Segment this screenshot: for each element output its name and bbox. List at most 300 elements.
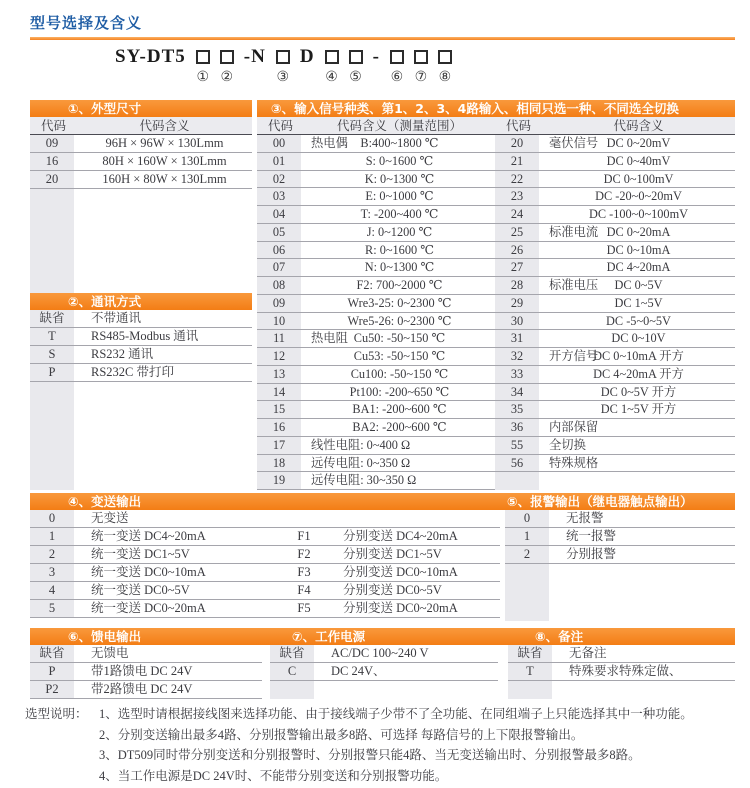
table-row bbox=[30, 528, 500, 546]
section3-column-headers bbox=[257, 117, 735, 135]
meaning-cell bbox=[542, 401, 735, 418]
table-row bbox=[257, 224, 495, 242]
section1-column-headers bbox=[30, 117, 252, 135]
model-segment bbox=[115, 45, 186, 87]
signal-category: 标准电流 bbox=[549, 224, 599, 239]
table-row bbox=[505, 510, 735, 528]
table-row bbox=[30, 663, 262, 681]
section3-body bbox=[257, 135, 735, 490]
meaning-cell bbox=[542, 437, 735, 454]
note-item: 2、分别变送输出最多4路、分别报警输出最多8路、可选择 每路信号的上下限报警输出。 bbox=[99, 727, 584, 742]
table-row bbox=[257, 366, 495, 384]
table-row bbox=[30, 681, 262, 699]
meaning-cell: RS485-Modbus 通讯 bbox=[91, 329, 199, 343]
signal-range: Wre3-25: 0~2300 ℃ bbox=[347, 295, 452, 310]
model-segment bbox=[196, 45, 210, 87]
meaning-cell: 特殊要求特殊定做、 bbox=[569, 664, 682, 678]
section3-left-half bbox=[257, 135, 495, 490]
signal-range: DC 0~20mA bbox=[606, 224, 671, 239]
meaning-cell bbox=[542, 384, 735, 401]
table-row bbox=[508, 663, 735, 681]
section8-title: ⑧、备注 bbox=[535, 629, 584, 644]
table-row bbox=[30, 364, 252, 382]
model-segment-glyph bbox=[414, 50, 428, 64]
table-row bbox=[257, 171, 495, 189]
meaning-cell: AC/DC 100~240 V bbox=[331, 646, 429, 660]
col-header-meaning-range: 代码含义（测量范围） bbox=[336, 119, 462, 133]
code-cell: 24 bbox=[495, 206, 539, 223]
table-row bbox=[495, 224, 735, 242]
signal-range: Pt100: -200~650 ℃ bbox=[349, 384, 450, 399]
code-cell: 19 bbox=[257, 472, 301, 489]
signal-range: DC -100~0~100mV bbox=[588, 207, 689, 221]
table-row bbox=[505, 528, 735, 546]
code-cell: 1 bbox=[505, 528, 549, 545]
meaning-cell: 96H × 96W × 130Lmm bbox=[105, 136, 224, 150]
meaning-cell: 统一报警 bbox=[566, 529, 617, 543]
table-row bbox=[257, 259, 495, 277]
model-segment-glyph bbox=[390, 50, 404, 64]
model-segment bbox=[390, 45, 404, 87]
model-segment-glyph: - bbox=[372, 46, 380, 67]
table-row bbox=[257, 384, 495, 402]
meaning-cell bbox=[304, 135, 495, 152]
table-row bbox=[30, 171, 252, 189]
signal-range: E: 0~1000 ℃ bbox=[365, 189, 434, 204]
selection-notes bbox=[25, 704, 743, 786]
section3-right-filler bbox=[495, 472, 735, 490]
signal-category: 远传电阻: 0~350 Ω bbox=[311, 455, 411, 470]
page-title: 型号选择及含义 bbox=[30, 14, 143, 32]
signal-range: DC 0~100mV bbox=[603, 171, 674, 186]
signal-range: J: 0~1200 ℃ bbox=[366, 224, 433, 239]
meaning-cell: 带2路馈电 DC 24V bbox=[91, 682, 193, 696]
table-row bbox=[257, 242, 495, 260]
code-cell: 0 bbox=[505, 510, 549, 527]
model-segment-glyph: SY-DT5 bbox=[115, 46, 186, 67]
signal-range: DC 0~10mA bbox=[606, 242, 671, 257]
section6-7-8-header bbox=[30, 628, 735, 645]
meaning-cell bbox=[304, 472, 495, 489]
signal-range: DC 0~10mA 开方 bbox=[593, 349, 684, 363]
table-row bbox=[257, 188, 495, 206]
model-segment-glyph bbox=[349, 50, 363, 64]
meaning-cell bbox=[304, 348, 495, 365]
section6-title: ⑥、馈电输出 bbox=[68, 629, 142, 644]
signal-category: 热电偶 bbox=[311, 136, 348, 150]
meaning-cell bbox=[542, 242, 735, 259]
table-row bbox=[257, 348, 495, 366]
model-position-number: ① bbox=[196, 70, 210, 85]
meaning-cell: 统一变送 DC4~20mA bbox=[91, 529, 206, 543]
meaning-cell bbox=[542, 277, 735, 294]
code-cell: 20 bbox=[30, 171, 74, 188]
section2-header: ②、通讯方式 bbox=[30, 293, 252, 310]
meaning-cell: 统一变送 DC0~20mA bbox=[91, 601, 206, 615]
note-item: 3、DT509同时带分别变送和分别报警时、分别报警只能4路、当无变送输出时、分别报警最多8路。 bbox=[99, 748, 641, 762]
code-cell: 10 bbox=[257, 313, 301, 330]
table-row bbox=[257, 330, 495, 348]
code-cell: T bbox=[508, 663, 552, 680]
table-row bbox=[495, 401, 735, 419]
table-row bbox=[270, 663, 498, 681]
table-row bbox=[30, 510, 500, 528]
fmeaning-cell: 分别变送 DC4~20mA bbox=[343, 529, 458, 543]
signal-range: DC 0~20mV bbox=[606, 136, 671, 150]
table-row bbox=[257, 206, 495, 224]
model-segment-glyph bbox=[196, 50, 210, 64]
fcode-cell: F5 bbox=[282, 600, 326, 617]
meaning-cell bbox=[542, 348, 735, 365]
code-cell: 16 bbox=[30, 153, 74, 170]
meaning-cell bbox=[304, 259, 495, 276]
table-row bbox=[257, 153, 495, 171]
model-segment bbox=[300, 45, 315, 87]
code-cell: 36 bbox=[495, 419, 539, 436]
table-row bbox=[495, 419, 735, 437]
meaning-cell bbox=[304, 330, 495, 347]
code-cell: 06 bbox=[257, 242, 301, 259]
code-cell: 4 bbox=[30, 582, 74, 599]
table-row bbox=[30, 346, 252, 364]
table-row bbox=[495, 171, 735, 189]
signal-range: Cu100: -50~150 ℃ bbox=[350, 366, 449, 381]
signal-category: 开方信号 bbox=[549, 349, 599, 363]
code-cell: 31 bbox=[495, 330, 539, 347]
title-divider bbox=[30, 37, 735, 40]
signal-range: DC 0~5V 开方 bbox=[600, 384, 677, 399]
table-row bbox=[495, 330, 735, 348]
table-row bbox=[495, 437, 735, 455]
code-cell: 3 bbox=[30, 564, 74, 581]
code-cell: 1 bbox=[30, 528, 74, 545]
section-transmit-and-alarm bbox=[30, 493, 735, 628]
section5-rows bbox=[505, 510, 735, 564]
table-row bbox=[257, 295, 495, 313]
code-cell: 33 bbox=[495, 366, 539, 383]
model-segment-glyph: -N bbox=[243, 46, 266, 67]
meaning-cell bbox=[542, 135, 735, 152]
section2-filler bbox=[30, 382, 252, 490]
meaning-cell bbox=[542, 171, 735, 188]
table-row bbox=[257, 313, 495, 331]
meaning-cell bbox=[542, 419, 735, 436]
section7-title: ⑦、工作电源 bbox=[292, 629, 366, 644]
section8-rows bbox=[508, 645, 735, 681]
table-row bbox=[495, 313, 735, 331]
col-header-code: 代码 bbox=[505, 119, 531, 133]
model-segment-glyph bbox=[438, 50, 452, 64]
section1-header: ①、外型尺寸 bbox=[30, 100, 252, 117]
meaning-cell bbox=[304, 401, 495, 418]
model-segment-glyph bbox=[220, 50, 234, 64]
section1-rows bbox=[30, 135, 252, 189]
meaning-cell bbox=[542, 366, 735, 383]
code-cell: P bbox=[30, 663, 74, 680]
fcode-cell: F3 bbox=[282, 564, 326, 581]
model-segment bbox=[414, 45, 428, 87]
code-cell: 20 bbox=[495, 135, 539, 152]
meaning-cell bbox=[542, 330, 735, 347]
table-row bbox=[495, 206, 735, 224]
model-position-number: ⑤ bbox=[349, 70, 362, 85]
meaning-cell bbox=[304, 188, 495, 205]
note-item: 4、当工作电源是DC 24V时、不能带分别变送和分别报警功能。 bbox=[99, 768, 448, 783]
table-row bbox=[30, 328, 252, 346]
model-segment-glyph bbox=[276, 50, 290, 64]
signal-range: DC 4~20mA 开方 bbox=[593, 366, 684, 381]
code-cell: 5 bbox=[30, 600, 74, 617]
meaning-cell bbox=[304, 206, 495, 223]
meaning-cell: 不带通讯 bbox=[91, 311, 142, 325]
signal-range: DC 1~5V 开方 bbox=[600, 402, 677, 417]
meaning-cell bbox=[542, 455, 735, 472]
section6-rows bbox=[30, 645, 262, 699]
meaning-cell bbox=[304, 277, 495, 294]
code-cell: 16 bbox=[257, 419, 301, 436]
code-cell: 26 bbox=[495, 242, 539, 259]
signal-range: DC 4~20mA bbox=[606, 260, 671, 275]
signal-category: 标准电压 bbox=[549, 278, 599, 292]
code-cell: 32 bbox=[495, 348, 539, 365]
table-row bbox=[495, 153, 735, 171]
table-row bbox=[257, 277, 495, 295]
signal-category: 远传电阻: 30~350 Ω bbox=[311, 473, 417, 488]
table-row bbox=[30, 564, 500, 582]
model-code-diagram bbox=[110, 45, 457, 87]
model-segment bbox=[349, 45, 363, 87]
meaning-cell bbox=[542, 295, 735, 312]
signal-range: DC 0~10V bbox=[611, 331, 666, 346]
signal-range: Wre5-26: 0~2300 ℃ bbox=[347, 313, 452, 328]
section8-filler bbox=[508, 681, 735, 699]
table-row bbox=[495, 135, 735, 153]
model-segment-glyph bbox=[325, 50, 339, 64]
section7-rows bbox=[270, 645, 498, 681]
code-cell: 09 bbox=[30, 135, 74, 152]
table-row bbox=[257, 135, 495, 153]
code-cell: 18 bbox=[257, 455, 301, 472]
fmeaning-cell: 分别变送 DC0~20mA bbox=[343, 601, 458, 615]
fmeaning-cell bbox=[329, 510, 500, 527]
table-row bbox=[257, 401, 495, 419]
meaning-cell: 带1路馈电 DC 24V bbox=[91, 664, 193, 678]
code-cell: 27 bbox=[495, 259, 539, 276]
meaning-cell bbox=[542, 224, 735, 241]
section-power-and-remarks bbox=[30, 628, 735, 700]
table-row bbox=[30, 135, 252, 153]
meaning-cell: 无备注 bbox=[569, 646, 607, 660]
signal-range: DC 1~5V bbox=[614, 295, 663, 310]
section4-5-header bbox=[30, 493, 735, 510]
table-row bbox=[495, 188, 735, 206]
section5-table bbox=[505, 510, 735, 621]
code-cell: 35 bbox=[495, 401, 539, 418]
signal-category: 热电阻 bbox=[311, 331, 348, 346]
code-cell: 15 bbox=[257, 401, 301, 418]
code-cell: 13 bbox=[257, 366, 301, 383]
section4-rows bbox=[30, 510, 500, 618]
table-row bbox=[257, 455, 495, 473]
section5-title: ⑤、报警输出（继电器触点输出） bbox=[507, 494, 693, 509]
meaning-cell: 无报警 bbox=[566, 511, 604, 525]
code-cell: 05 bbox=[257, 224, 301, 241]
signal-range: F2: 700~2000 ℃ bbox=[356, 278, 443, 292]
signal-range: DC -20~0~20mV bbox=[595, 189, 682, 204]
code-cell: 22 bbox=[495, 171, 539, 188]
col-header-code: 代码 bbox=[267, 119, 293, 133]
table-row bbox=[495, 384, 735, 402]
meaning-cell bbox=[304, 455, 495, 472]
meaning-cell: 统一变送 DC1~5V bbox=[91, 547, 190, 561]
code-cell: 2 bbox=[30, 546, 74, 563]
meaning-cell: 统一变送 DC0~10mA bbox=[91, 565, 206, 579]
table-row bbox=[495, 348, 735, 366]
signal-category: 特殊规格 bbox=[549, 455, 599, 470]
code-cell: 11 bbox=[257, 330, 301, 347]
table-row bbox=[30, 153, 252, 171]
meaning-cell bbox=[304, 437, 495, 454]
signal-range: Cu53: -50~150 ℃ bbox=[353, 349, 446, 363]
fcode-cell: F1 bbox=[282, 528, 326, 545]
model-position-number: ⑦ bbox=[414, 70, 428, 85]
code-cell: 21 bbox=[495, 153, 539, 170]
table-row bbox=[270, 645, 498, 663]
fcode-cell bbox=[282, 510, 326, 527]
code-cell: 23 bbox=[495, 188, 539, 205]
code-cell: 0 bbox=[30, 510, 74, 527]
code-cell: 03 bbox=[257, 188, 301, 205]
table-row bbox=[495, 455, 735, 473]
signal-category: 毫伏信号 bbox=[549, 136, 599, 150]
col-header-meaning: 代码含义 bbox=[139, 119, 190, 133]
model-position-number: ③ bbox=[276, 70, 290, 85]
code-cell: 56 bbox=[495, 455, 539, 472]
signal-range: DC -5~0~5V bbox=[606, 313, 671, 328]
signal-category: 全切换 bbox=[549, 437, 586, 452]
table-row bbox=[505, 546, 735, 564]
meaning-cell: 无变送 bbox=[91, 511, 129, 525]
table-row bbox=[257, 472, 495, 490]
meaning-cell bbox=[304, 153, 495, 170]
signal-range: Cu50: -50~150 ℃ bbox=[353, 331, 446, 346]
code-cell: 02 bbox=[257, 171, 301, 188]
table-row bbox=[30, 546, 500, 564]
code-cell: 09 bbox=[257, 295, 301, 312]
code-cell: 缺省 bbox=[270, 645, 314, 662]
signal-range: DC 0~5V bbox=[614, 278, 663, 292]
section3-right-half bbox=[495, 135, 735, 490]
meaning-cell: RS232C 带打印 bbox=[91, 365, 175, 379]
signal-range: DC 0~40mV bbox=[606, 153, 671, 168]
code-cell: 2 bbox=[505, 546, 549, 563]
code-cell: P bbox=[30, 364, 74, 381]
model-segment bbox=[244, 45, 266, 87]
code-cell: 29 bbox=[495, 295, 539, 312]
code-cell: P2 bbox=[30, 681, 74, 698]
model-segment bbox=[373, 45, 380, 87]
signal-range: N: 0~1300 ℃ bbox=[364, 260, 435, 275]
meaning-cell bbox=[304, 313, 495, 330]
code-cell: 25 bbox=[495, 224, 539, 241]
table-row bbox=[30, 645, 262, 663]
meaning-cell bbox=[304, 366, 495, 383]
signal-range: T: -200~400 ℃ bbox=[360, 207, 439, 221]
meaning-cell: DC 24V、 bbox=[331, 664, 386, 678]
code-cell: 01 bbox=[257, 153, 301, 170]
signal-range: BA2: -200~600 ℃ bbox=[352, 420, 447, 434]
code-cell: S bbox=[30, 346, 74, 363]
table-row bbox=[30, 582, 500, 600]
signal-range: R: 0~1600 ℃ bbox=[365, 242, 434, 257]
section4-title: ④、变送输出 bbox=[68, 494, 142, 509]
table-row bbox=[495, 259, 735, 277]
section7-filler bbox=[270, 681, 498, 699]
table-row bbox=[257, 437, 495, 455]
meaning-cell bbox=[304, 224, 495, 241]
meaning-cell bbox=[304, 242, 495, 259]
section3-right-rows bbox=[495, 135, 735, 472]
code-cell: 12 bbox=[257, 348, 301, 365]
table-row bbox=[495, 366, 735, 384]
table-row bbox=[508, 645, 735, 663]
model-segment bbox=[325, 45, 339, 87]
code-cell: 28 bbox=[495, 277, 539, 294]
fmeaning-cell: 分别变送 DC0~10mA bbox=[343, 565, 458, 579]
note-item: 1、选型时请根据接线图来选择功能、由于接线端子少带不了全功能、在同组端子上只能选择其中一种功能。 bbox=[99, 707, 693, 721]
notes-label: 选型说明： bbox=[25, 707, 88, 721]
code-cell: 00 bbox=[257, 135, 301, 152]
code-cell: 缺省 bbox=[508, 645, 552, 662]
table-row bbox=[257, 419, 495, 437]
meaning-cell bbox=[542, 313, 735, 330]
meaning-cell bbox=[304, 171, 495, 188]
fmeaning-cell: 分别变送 DC0~5V bbox=[343, 583, 442, 597]
model-position-number: ⑧ bbox=[438, 70, 452, 85]
section5-filler bbox=[505, 564, 735, 621]
table-row bbox=[30, 310, 252, 328]
code-cell: 08 bbox=[257, 277, 301, 294]
model-segment bbox=[438, 45, 452, 87]
code-cell: 07 bbox=[257, 259, 301, 276]
code-cell: 缺省 bbox=[30, 310, 74, 327]
signal-range: BA1: -200~600 ℃ bbox=[352, 402, 447, 417]
signal-range: B:400~1800 ℃ bbox=[360, 136, 439, 150]
code-cell: 17 bbox=[257, 437, 301, 454]
meaning-cell: 160H × 80W × 130Lmm bbox=[102, 172, 227, 186]
section8-table bbox=[508, 645, 735, 699]
model-segment bbox=[220, 45, 234, 87]
model-position-number: ④ bbox=[325, 70, 338, 85]
fmeaning-cell: 分别变送 DC1~5V bbox=[343, 547, 442, 561]
model-position-number: ② bbox=[220, 70, 234, 85]
signal-category: 线性电阻: 0~400 Ω bbox=[311, 437, 411, 452]
code-cell: 缺省 bbox=[30, 645, 74, 662]
meaning-cell bbox=[542, 206, 735, 223]
table-row bbox=[495, 277, 735, 295]
fcode-cell: F4 bbox=[282, 582, 326, 599]
section-input-signals bbox=[257, 100, 735, 490]
meaning-cell: RS232 通讯 bbox=[91, 347, 154, 361]
meaning-cell: 无馈电 bbox=[91, 646, 129, 660]
code-cell: 34 bbox=[495, 384, 539, 401]
code-cell: 14 bbox=[257, 384, 301, 401]
code-cell: C bbox=[270, 663, 314, 680]
table-row bbox=[495, 242, 735, 260]
table-row bbox=[495, 295, 735, 313]
notes-list bbox=[99, 704, 693, 786]
code-cell: 30 bbox=[495, 313, 539, 330]
